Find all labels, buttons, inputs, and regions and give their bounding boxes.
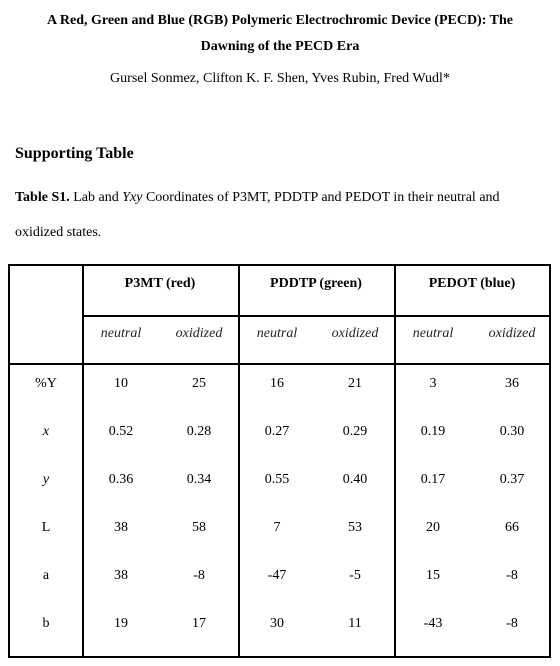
- table-caption-line-2: oxidized states.: [15, 225, 102, 240]
- table-divider-label-column: [82, 266, 84, 656]
- table-cell: 38: [114, 568, 128, 583]
- table-cell: 0.19: [420, 424, 446, 439]
- table-cell: 10: [114, 376, 128, 391]
- group-header-3: PEDOT (blue): [428, 276, 516, 291]
- table-caption-text-1: Lab and: [69, 190, 123, 205]
- table-cell: 20: [426, 520, 440, 535]
- data-table: [8, 264, 551, 658]
- subheader-1: neutral: [100, 326, 142, 341]
- subheader-6: oxidized: [488, 326, 536, 341]
- table-cell: -5: [349, 568, 361, 583]
- table-cell: 0.36: [108, 472, 134, 487]
- table-cell: 53: [348, 520, 362, 535]
- table-caption-line-1: [15, 190, 500, 206]
- row-label: x: [42, 424, 50, 439]
- table-cell: -8: [193, 568, 205, 583]
- table-cell: -43: [423, 616, 443, 631]
- table-cell: 0.40: [342, 472, 368, 487]
- group-header-2: PDDTP (green): [270, 276, 362, 291]
- subheader-3: neutral: [256, 326, 298, 341]
- table-cell: 25: [192, 376, 206, 391]
- table-divider-header: [10, 363, 549, 365]
- table-divider-group-1: [238, 266, 240, 656]
- table-cell: 0.27: [264, 424, 290, 439]
- table-cell: 0.34: [186, 472, 212, 487]
- section-heading: Supporting Table: [15, 145, 134, 162]
- table-cell: 0.17: [420, 472, 446, 487]
- table-cell: 19: [114, 616, 128, 631]
- table-cell: 0.55: [264, 472, 290, 487]
- table-caption-label: Table S1.: [15, 190, 70, 205]
- table-caption-italic: Yxy: [122, 190, 143, 205]
- row-label: y: [42, 472, 50, 487]
- row-label: L: [41, 520, 51, 535]
- table-cell: 0.52: [108, 424, 134, 439]
- paper-title-line-1: A Red, Green and Blue (RGB) Polymeric Electrochromic Device (PECD): The: [47, 13, 513, 28]
- table-cell: 0.37: [499, 472, 525, 487]
- row-label: a: [42, 568, 50, 583]
- table-cell: 7: [273, 520, 281, 535]
- table-cell: 15: [426, 568, 440, 583]
- table-cell: 0.28: [186, 424, 212, 439]
- table-cell: 0.30: [499, 424, 525, 439]
- table-cell: 16: [270, 376, 284, 391]
- table-cell: 38: [114, 520, 128, 535]
- paper-authors: Gursel Sonmez, Clifton K. F. Shen, Yves Rubin, Fred Wudl*: [110, 71, 450, 86]
- table-cell: 58: [192, 520, 206, 535]
- subheader-5: neutral: [412, 326, 454, 341]
- table-cell: 17: [192, 616, 206, 631]
- subheader-4: oxidized: [331, 326, 379, 341]
- table-cell: 11: [348, 616, 362, 631]
- paper-title-line-2: Dawning of the PECD Era: [200, 39, 360, 54]
- table-cell: 21: [348, 376, 362, 391]
- subheader-2: oxidized: [175, 326, 223, 341]
- row-label: %Y: [35, 376, 57, 391]
- row-label: b: [42, 616, 50, 631]
- table-cell: 3: [429, 376, 437, 391]
- table-cell: 0.29: [342, 424, 368, 439]
- table-cell: 66: [505, 520, 519, 535]
- table-divider-subheader: [82, 315, 549, 317]
- table-caption-text-2: Coordinates of P3MT, PDDTP and PEDOT in their neutral and: [142, 190, 500, 205]
- table-cell: -8: [506, 568, 518, 583]
- table-cell: 30: [270, 616, 284, 631]
- table-cell: -47: [267, 568, 287, 583]
- table-cell: -8: [506, 616, 518, 631]
- table-cell: 36: [505, 376, 519, 391]
- table-divider-group-2: [394, 266, 396, 656]
- group-header-1: P3MT (red): [124, 276, 196, 291]
